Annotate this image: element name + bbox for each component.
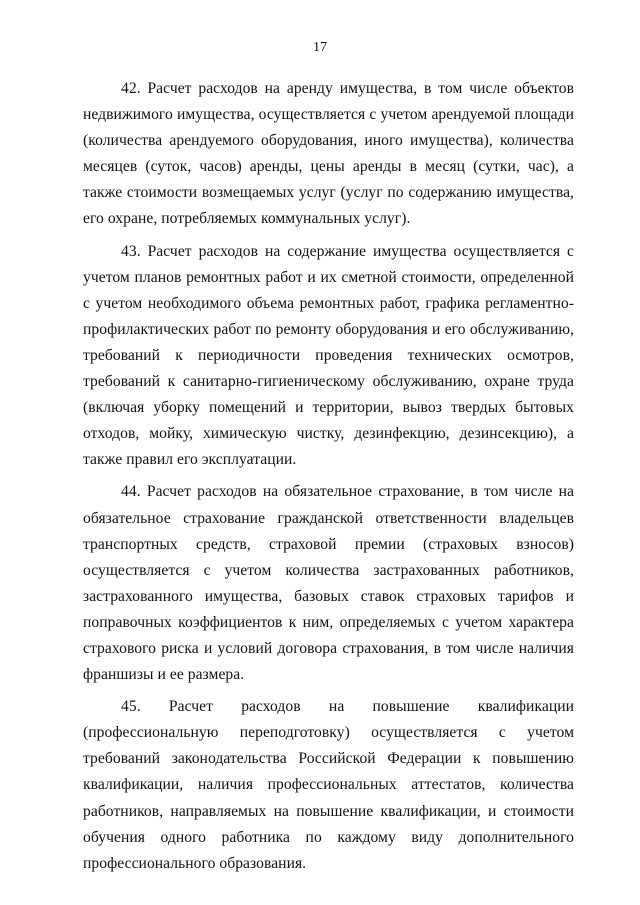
paragraph-43: 43. Расчет расходов на содержание имущества осуществляется с учетом планов ремонтных работ и их сметной стоимости, определенной с учетом необходимого объема ремонтных работ, графика регламентно-профилактических работ по ремонту оборудования и его обслуживанию, требований к периодичности проведения технических осмотров, требований к санитарно-гигиеническому обслуживанию, охране труда (включая уборку помещений и территории, вывоз твердых бытовых отходов, мойку, химическую чистку, дезинфекцию, дезинсекцию), а также правил его эксплуатации. <box>83 242 574 469</box>
document-body <box>83 76 574 877</box>
paragraph-42: 42. Расчет расходов на аренду имущества, в том числе объектов недвижимого имущества, осуществляется с учетом арендуемой площади (количества арендуемого оборудования, иного имущества), количества месяцев (суток, часов) аренды, цены аренды в месяц (сутки, час), а также стоимости возмещаемых услуг (услуг по содержанию имущества, его охране, потребляемых коммунальных услуг). <box>83 80 574 228</box>
page-number: 17 <box>313 40 327 55</box>
paragraph-45: 45. Расчет расходов на повышение квалификации (профессиональную переподготовку) осуществляется с учетом требований законодательства Российской Федерации к повышению квалификации, наличия профессиональных аттестатов, количества работников, направляемых на повышение квалификации, и стоимости обучения одного работника по каждому виду дополнительного профессионального образования. <box>83 698 574 872</box>
paragraph-44: 44. Расчет расходов на обязательное страхование, в том числе на обязательное страхование гражданской ответственности владельцев транспортных средств, страховой премии (страховых взносов) осуществляется с учетом количества застрахованных работников, застрахованного имущества, базовых ставок страховых тарифов и поправочных коэффициентов к ним, определяемых с учетом характера страхового риска и условий договора страхования, в том числе наличия франшизы и ее размера. <box>83 483 574 684</box>
